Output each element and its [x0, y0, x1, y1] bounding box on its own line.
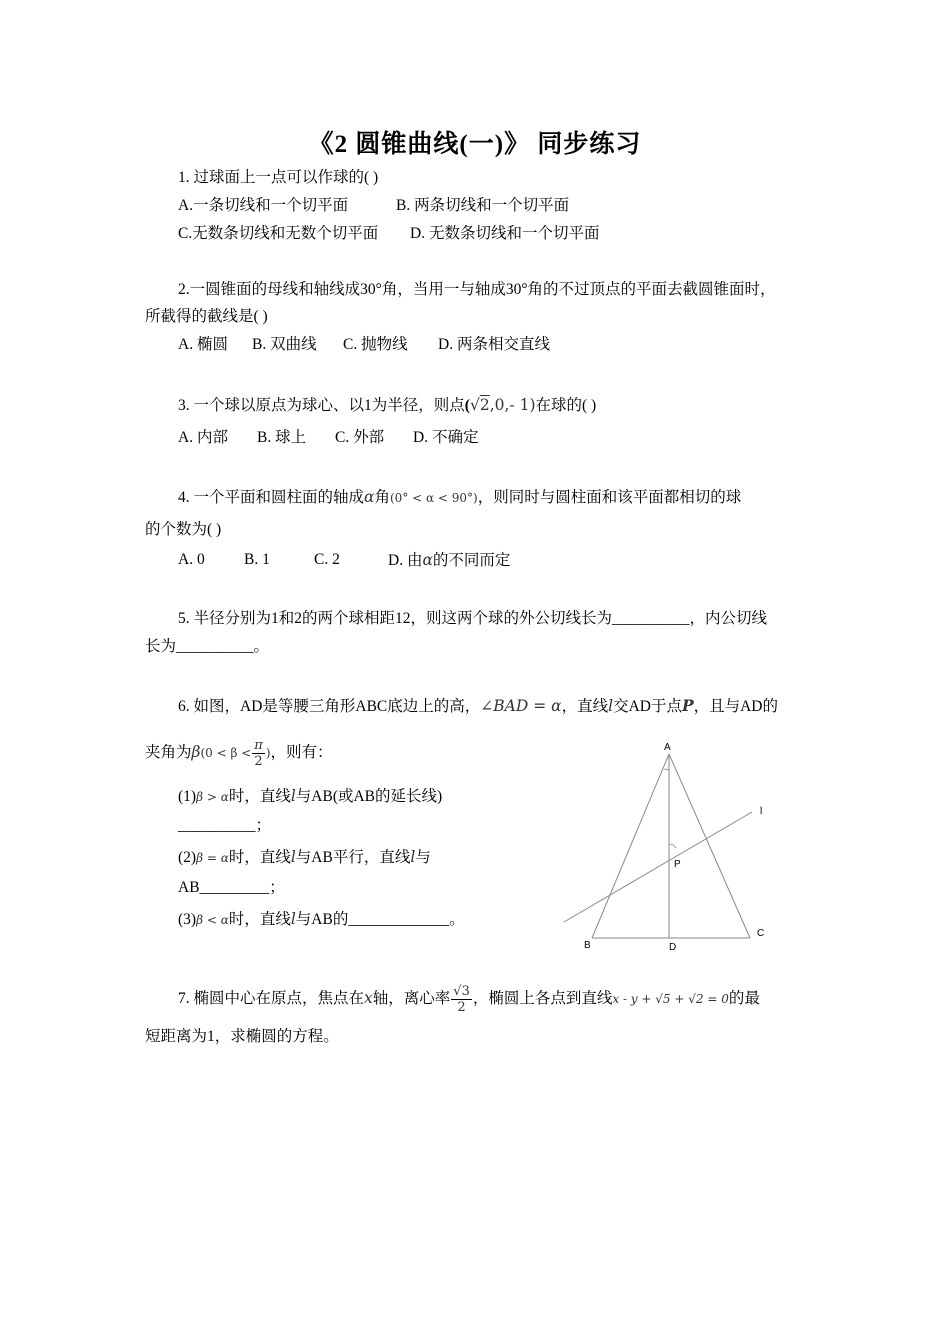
line-l: [564, 812, 752, 922]
q2-stem-line2: 所截得的截线是( ): [145, 308, 268, 325]
q3-point-open: (: [464, 397, 470, 414]
q2-option-a: A. 椭圆: [178, 336, 228, 353]
q3-stem: [178, 395, 596, 416]
q1-option-d: D. 无数条切线和一个切平面: [410, 225, 600, 242]
q6-case2-blank: AB_________；: [178, 879, 285, 896]
q3-option-c: C. 外部: [335, 429, 385, 446]
label-b: B: [584, 940, 591, 951]
label-l: l: [760, 806, 763, 817]
q4-option-a: A. 0: [178, 551, 205, 568]
q4-range: (0° < α < 90°): [390, 491, 478, 505]
q4-stem-pre: 4. 一个平面和圆柱面的轴成: [178, 489, 365, 506]
q4-option-c: C. 2: [314, 551, 340, 568]
label-c: C: [757, 928, 765, 939]
q6-case2: (2)β = α时，直线l与AB平行，直线l与: [178, 848, 431, 866]
angle-mark-bad: [664, 769, 669, 770]
angle-mark-p: [669, 844, 676, 848]
segment-ac: [669, 754, 750, 938]
q4-alpha: α: [364, 488, 375, 506]
q1-option-a: A.一条切线和一个切平面: [178, 197, 349, 214]
q7-line-equation: x - y + √5 + √2 = 0: [612, 992, 729, 1007]
q5-stem-line2: 长为__________。: [145, 638, 270, 655]
label-p: P: [674, 859, 681, 870]
q3-option-a: A. 内部: [178, 429, 228, 446]
q1-stem: 1. 过球面上一点可以作球的( ): [178, 169, 379, 186]
q1-option-b: B. 两条切线和一个切平面: [396, 197, 570, 214]
q7-stem-line1: 7. 椭圆中心在原点，焦点在x轴，离心率 $\frac{√3}{2}$ ，椭圆上各点到直线x - y + √5 + √2 = 0的最: [178, 984, 760, 1015]
q3-stem-post: 在球的( ): [535, 397, 597, 414]
q1-option-c: C.无数条切线和无数个切平面: [178, 225, 379, 242]
q3-stem-pre: 3. 一个球以原点为球心、以1为半径，则点: [178, 397, 465, 414]
q2-stem-line1: 2.一圆锥面的母线和轴线成30°角，当用一与轴成30°角的不过顶点的平面去截圆锥面时，: [178, 281, 776, 298]
q4-stem-line1: [178, 487, 741, 508]
q6-pi-over-2: $\frac{\pi}{2}$: [254, 738, 263, 769]
q4-option-d: D. 由α的不同而定: [388, 551, 511, 569]
triangle-figure: [558, 736, 778, 956]
segment-ab: [592, 754, 669, 938]
q6-case1: (1)β > α时，直线l与AB(或AB的延长线): [178, 787, 443, 805]
q4-stem-post: ，则同时与圆柱面和该平面都相切的球: [477, 489, 742, 506]
q5-stem-line1: 5. 半径分别为1和2的两个球相距12，则这两个球的外公切线长为__________，内公切线: [178, 610, 768, 627]
q6-case1-blank: __________；: [178, 817, 272, 834]
q6-case3: (3)β < α时，直线l与AB的_____________。: [178, 910, 465, 928]
q7-eccentricity: $\frac{√3}{2}$: [453, 984, 470, 1015]
q7-stem-line2: 短距离为1，求椭圆的方程。: [145, 1028, 339, 1045]
q4-stem-line2: 的个数为( ): [145, 521, 222, 538]
q6-angle-expr: ∠BAD = α: [480, 697, 562, 715]
q4-angle-word: 角: [374, 489, 390, 506]
q6-stem-line2: 夹角为β(0 < β < $\frac{\pi}{2}$ )，则有：: [145, 738, 333, 769]
q3-option-b: B. 球上: [257, 429, 307, 446]
q2-option-c: C. 抛物线: [343, 336, 408, 353]
q6-stem-line1: 6. 如图，AD是等腰三角形ABC底边上的高，∠BAD = α，直线l交AD于点P，且与AD的: [178, 696, 778, 715]
label-d: D: [669, 942, 677, 953]
page-title: 《2 圆锥曲线(一)》 同步练习: [308, 131, 642, 158]
q3-point-sqrt: √2: [469, 396, 490, 414]
q2-option-d: D. 两条相交直线: [438, 336, 550, 353]
q3-point-rest: ,0,- 1): [489, 396, 536, 414]
q2-option-b: B. 双曲线: [252, 336, 317, 353]
label-a: A: [664, 742, 671, 753]
q4-option-b: B. 1: [244, 551, 270, 568]
q3-option-d: D. 不确定: [413, 429, 479, 446]
